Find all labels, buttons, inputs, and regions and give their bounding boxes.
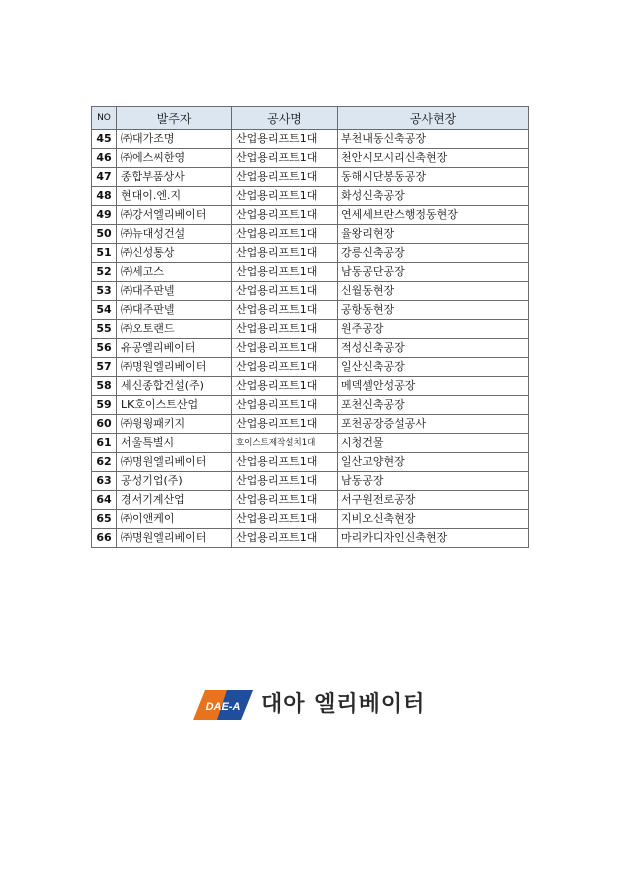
row-client: ㈜신성통상 bbox=[117, 244, 232, 263]
row-site: 일산고양현장 bbox=[338, 453, 529, 472]
row-no: 57 bbox=[92, 358, 117, 377]
row-no: 51 bbox=[92, 244, 117, 263]
row-client: ㈜오토랜드 bbox=[117, 320, 232, 339]
row-client: ㈜윙윙패키지 bbox=[117, 415, 232, 434]
row-client: ㈜에스씨한영 bbox=[117, 149, 232, 168]
company-logo bbox=[191, 688, 441, 722]
row-project: 산업용리프트1대 bbox=[232, 187, 338, 206]
row-client: ㈜뉴대성건설 bbox=[117, 225, 232, 244]
row-site: 부천내동신축공장 bbox=[338, 130, 529, 149]
row-site: 메덱셀안성공장 bbox=[338, 377, 529, 396]
row-client: 종합부품상사 bbox=[117, 168, 232, 187]
row-project: 산업용리프트1대 bbox=[232, 396, 338, 415]
row-no: 47 bbox=[92, 168, 117, 187]
row-no: 66 bbox=[92, 529, 117, 548]
row-no: 63 bbox=[92, 472, 117, 491]
dae-a-logo-icon bbox=[191, 688, 255, 722]
row-no: 52 bbox=[92, 263, 117, 282]
row-client: 경서기계산업 bbox=[117, 491, 232, 510]
row-site: 신월동현장 bbox=[338, 282, 529, 301]
row-no: 53 bbox=[92, 282, 117, 301]
row-no: 50 bbox=[92, 225, 117, 244]
row-site: 남동공장 bbox=[338, 472, 529, 491]
row-site: 일산신축공장 bbox=[338, 358, 529, 377]
table-row bbox=[92, 529, 529, 548]
header-project: 공사명 bbox=[232, 107, 338, 130]
row-project: 산업용리프트1대 bbox=[232, 510, 338, 529]
row-site: 지비오신축현장 bbox=[338, 510, 529, 529]
project-table bbox=[91, 106, 529, 548]
table-row bbox=[92, 491, 529, 510]
table-row bbox=[92, 301, 529, 320]
header-site: 공사현장 bbox=[338, 107, 529, 130]
row-no: 55 bbox=[92, 320, 117, 339]
table-row bbox=[92, 244, 529, 263]
row-no: 48 bbox=[92, 187, 117, 206]
table-row bbox=[92, 263, 529, 282]
row-site: 강릉신축공장 bbox=[338, 244, 529, 263]
row-site: 율왕리현장 bbox=[338, 225, 529, 244]
row-no: 60 bbox=[92, 415, 117, 434]
row-client: 공성기업(주) bbox=[117, 472, 232, 491]
row-no: 56 bbox=[92, 339, 117, 358]
row-client: ㈜명원엘리베이터 bbox=[117, 453, 232, 472]
header-client: 발주자 bbox=[117, 107, 232, 130]
table-row bbox=[92, 510, 529, 529]
table-row bbox=[92, 320, 529, 339]
row-no: 61 bbox=[92, 434, 117, 453]
table-row bbox=[92, 339, 529, 358]
row-site: 적성신축공장 bbox=[338, 339, 529, 358]
table-row bbox=[92, 415, 529, 434]
table-header-row bbox=[92, 107, 529, 130]
row-project: 산업용리프트1대 bbox=[232, 529, 338, 548]
row-site: 천안시모시리신축현장 bbox=[338, 149, 529, 168]
row-project: 산업용리프트1대 bbox=[232, 225, 338, 244]
row-no: 49 bbox=[92, 206, 117, 225]
row-project: 산업용리프트1대 bbox=[232, 149, 338, 168]
table-row bbox=[92, 358, 529, 377]
row-no: 58 bbox=[92, 377, 117, 396]
row-project: 산업용리프트1대 bbox=[232, 358, 338, 377]
table-row bbox=[92, 187, 529, 206]
row-client: 현대이.엔.지 bbox=[117, 187, 232, 206]
table-row bbox=[92, 472, 529, 491]
row-client: ㈜세고스 bbox=[117, 263, 232, 282]
table-row bbox=[92, 453, 529, 472]
row-client: ㈜대가조명 bbox=[117, 130, 232, 149]
row-project: 산업용리프트1대 bbox=[232, 377, 338, 396]
row-no: 46 bbox=[92, 149, 117, 168]
logo-mark-text: DAE-A bbox=[205, 701, 241, 713]
row-client: ㈜대주판넬 bbox=[117, 301, 232, 320]
project-table-container bbox=[91, 106, 528, 548]
row-client: ㈜명원엘리베이터 bbox=[117, 358, 232, 377]
table-row bbox=[92, 396, 529, 415]
row-client: 유공엘리베이터 bbox=[117, 339, 232, 358]
row-site: 동해시단봉동공장 bbox=[338, 168, 529, 187]
table-row bbox=[92, 377, 529, 396]
row-project: 산업용리프트1대 bbox=[232, 301, 338, 320]
row-project: 산업용리프트1대 bbox=[232, 130, 338, 149]
table-row bbox=[92, 206, 529, 225]
row-site: 화성신축공장 bbox=[338, 187, 529, 206]
row-client: 서울특별시 bbox=[117, 434, 232, 453]
row-project: 산업용리프트1대 bbox=[232, 339, 338, 358]
row-project: 호이스트제작설치1대 bbox=[232, 434, 338, 453]
row-site: 원주공장 bbox=[338, 320, 529, 339]
row-site: 마리카디자인신축현장 bbox=[338, 529, 529, 548]
row-site: 포천공장증설공사 bbox=[338, 415, 529, 434]
row-no: 65 bbox=[92, 510, 117, 529]
row-client: ㈜이앤케이 bbox=[117, 510, 232, 529]
table-row bbox=[92, 130, 529, 149]
table-body bbox=[92, 130, 529, 548]
row-no: 54 bbox=[92, 301, 117, 320]
row-no: 62 bbox=[92, 453, 117, 472]
row-no: 64 bbox=[92, 491, 117, 510]
row-project: 산업용리프트1대 bbox=[232, 320, 338, 339]
row-site: 남동공단공장 bbox=[338, 263, 529, 282]
row-project: 산업용리프트1대 bbox=[232, 491, 338, 510]
table-row bbox=[92, 225, 529, 244]
row-no: 45 bbox=[92, 130, 117, 149]
row-client: LK호이스트산업 bbox=[117, 396, 232, 415]
row-client: ㈜명원엘리베이터 bbox=[117, 529, 232, 548]
row-site: 포천신축공장 bbox=[338, 396, 529, 415]
row-site: 공항동현장 bbox=[338, 301, 529, 320]
row-project: 산업용리프트1대 bbox=[232, 282, 338, 301]
table-row bbox=[92, 282, 529, 301]
row-project: 산업용리프트1대 bbox=[232, 415, 338, 434]
row-site: 연세세브란스행정동현장 bbox=[338, 206, 529, 225]
row-site: 서구원전로공장 bbox=[338, 491, 529, 510]
row-client: ㈜강서엘리베이터 bbox=[117, 206, 232, 225]
row-no: 59 bbox=[92, 396, 117, 415]
table-row bbox=[92, 149, 529, 168]
row-project: 산업용리프트1대 bbox=[232, 168, 338, 187]
header-no: NO bbox=[92, 107, 117, 130]
row-client: 세신종합건설(주) bbox=[117, 377, 232, 396]
table-row bbox=[92, 434, 529, 453]
row-site: 시청건물 bbox=[338, 434, 529, 453]
row-project: 산업용리프트1대 bbox=[232, 263, 338, 282]
row-project: 산업용리프트1대 bbox=[232, 472, 338, 491]
row-project: 산업용리프트1대 bbox=[232, 206, 338, 225]
row-client: ㈜대주판넬 bbox=[117, 282, 232, 301]
row-project: 산업용리프트1대 bbox=[232, 244, 338, 263]
table-row bbox=[92, 168, 529, 187]
row-project: 산업용리프트1대 bbox=[232, 453, 338, 472]
company-name: 대아 엘리베이터 bbox=[261, 692, 426, 717]
